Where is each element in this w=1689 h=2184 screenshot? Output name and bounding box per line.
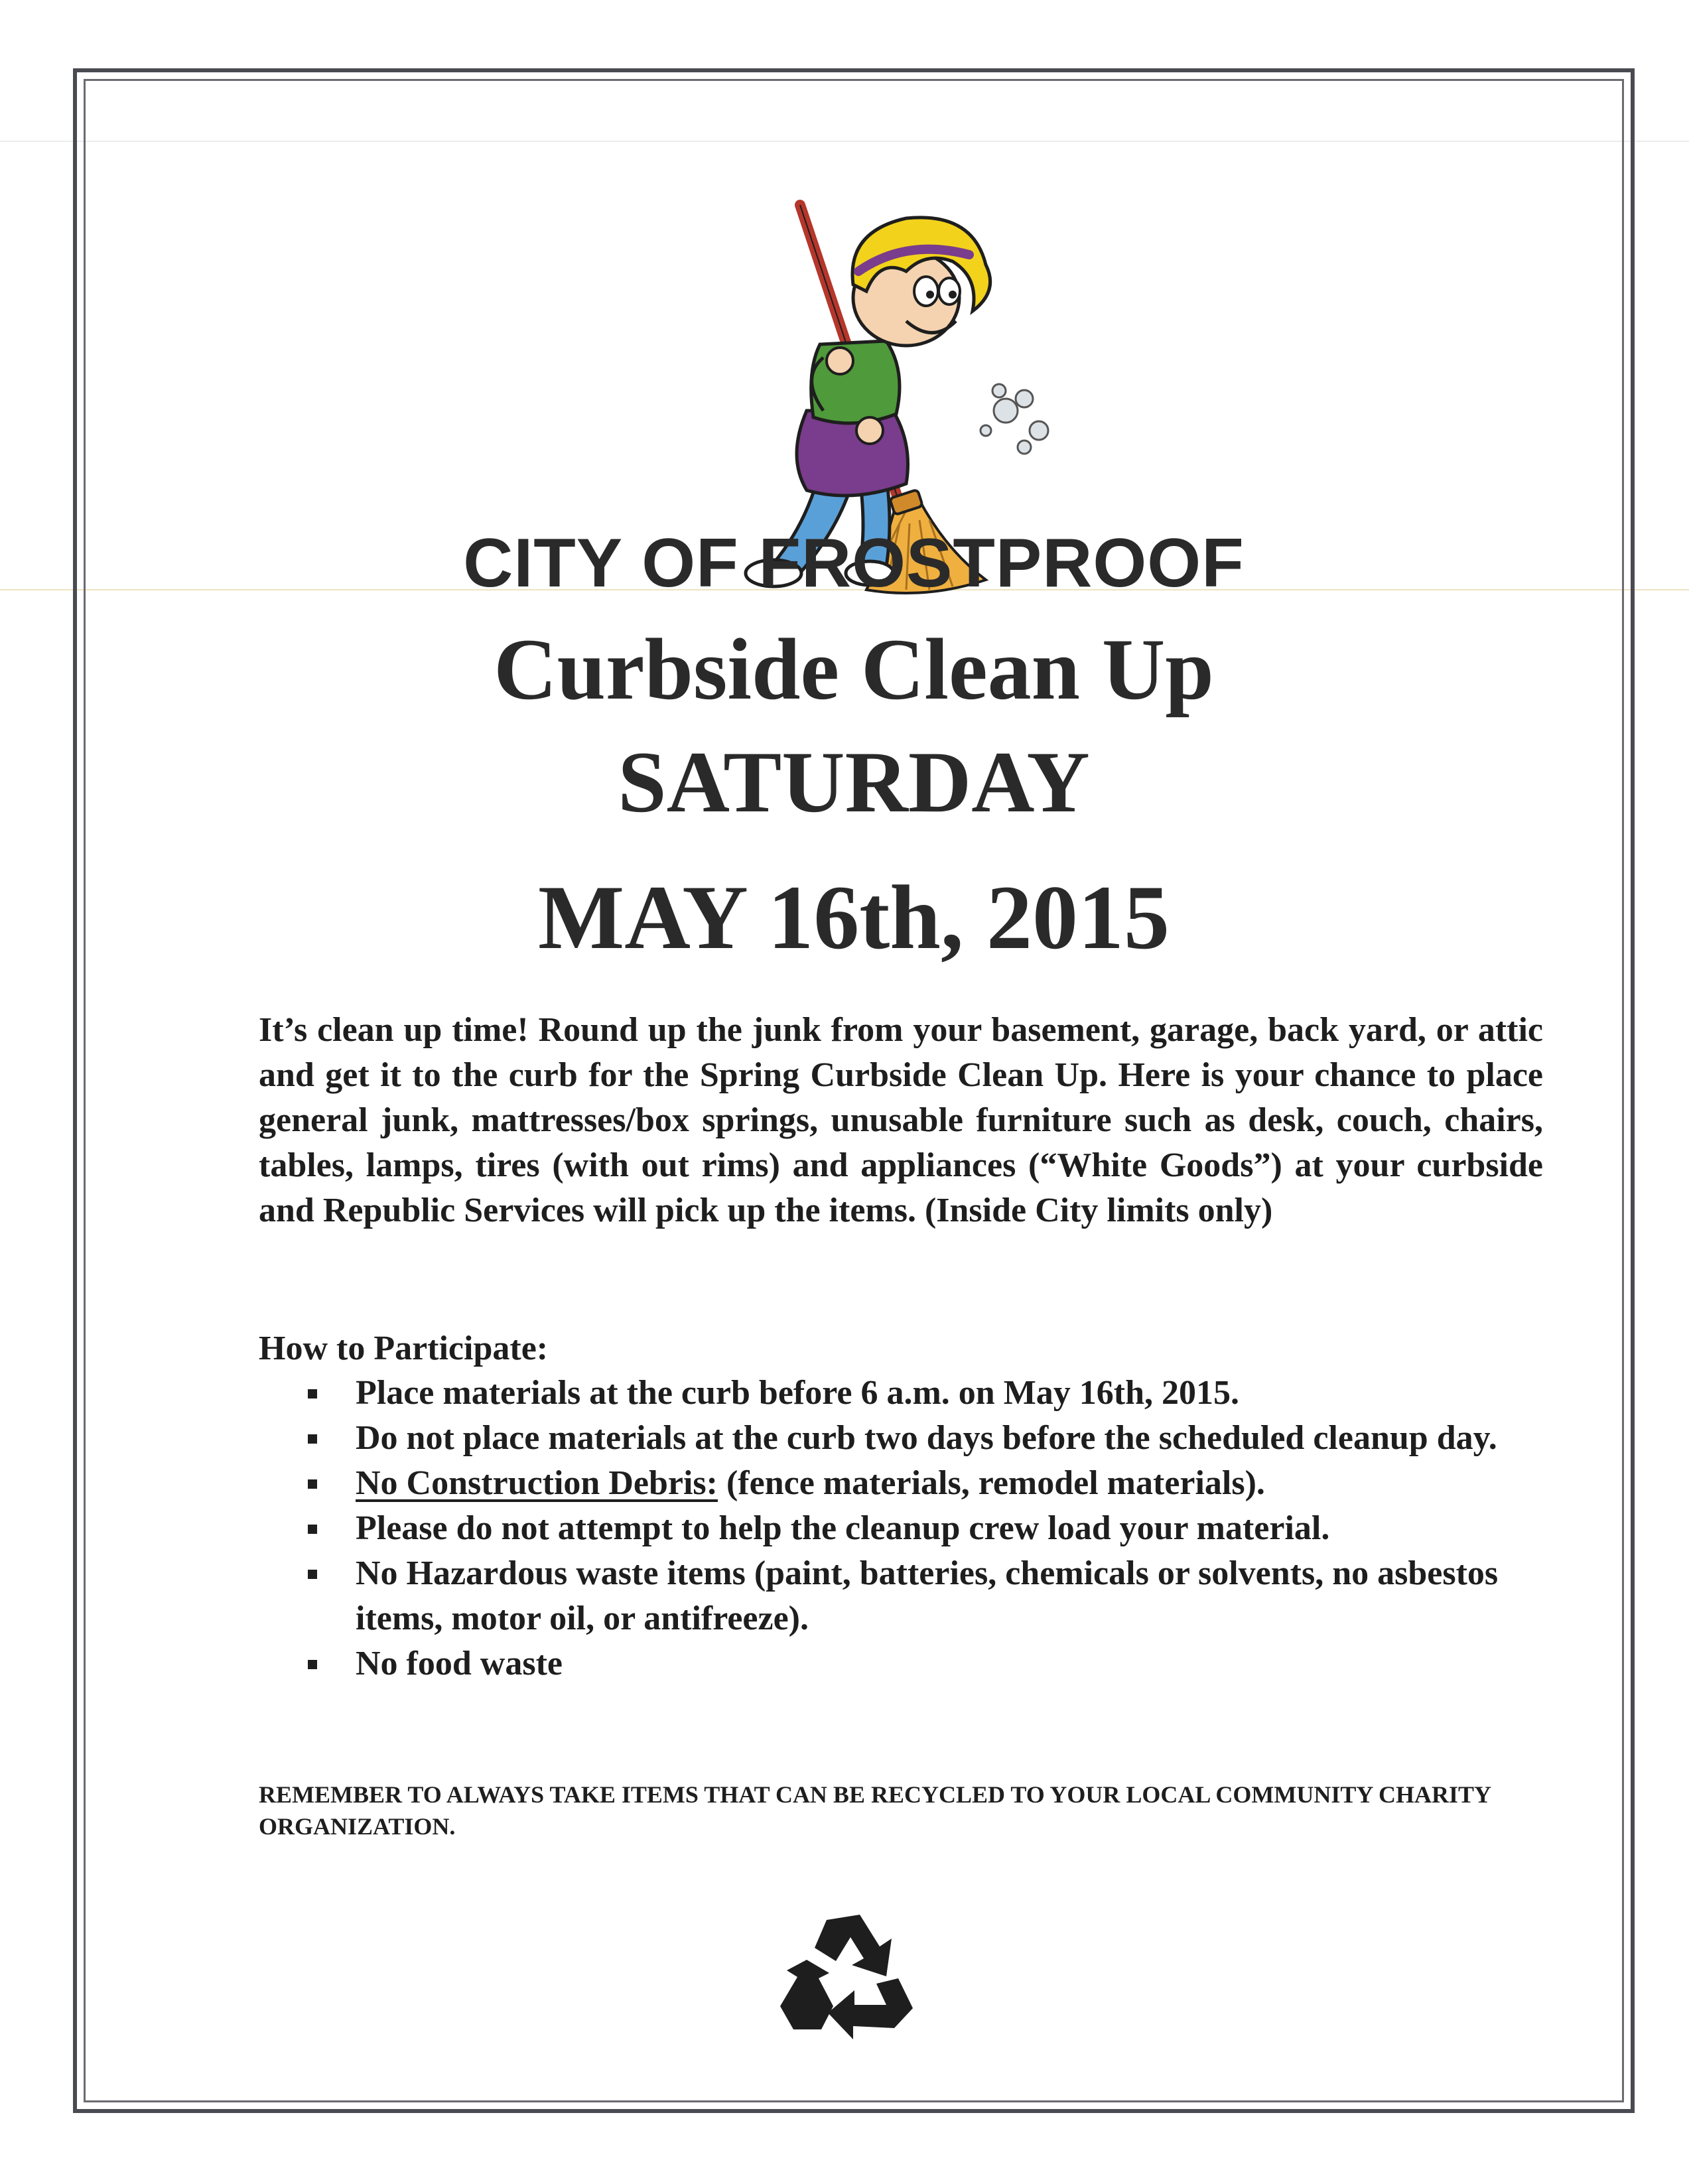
participation-rules [306, 1371, 1554, 1686]
list-item [306, 1551, 1554, 1641]
bullet-icon [308, 1525, 317, 1534]
list-item [306, 1416, 1554, 1461]
bullet-icon [308, 1660, 317, 1669]
list-item [306, 1506, 1554, 1551]
list-item [306, 1371, 1554, 1416]
bullet-icon [308, 1389, 317, 1399]
event-date: MAY 16th, 2015 [538, 866, 1170, 968]
intro-paragraph: It’s clean up time! Round up the junk from your basement, garage, back yard, or attic and get it to the curb for the Spring Curbside Clean Up. Here is your chance to place general junk, mattresses/box springs, unusable furniture such as desk, couch, chairs, tables, lamps, tires (with out rims) and appliances (“White Goods”) at your curbside and Republic Services will pick up the items. (Inside City limits only) [259, 1011, 1543, 1229]
list-item-text: No Hazardous waste items (paint, batteries, chemicals or solvents, no asbestos items, motor oil, or antifreeze). [356, 1554, 1499, 1637]
list-item-text: Place materials at the curb before 6 a.m. on May 16th, 2015. [356, 1374, 1240, 1412]
list-item-label: No Construction Debris: [356, 1464, 718, 1502]
bullet-icon [308, 1479, 317, 1489]
list-item-text: Please do not attempt to help the cleanup crew load your material. [356, 1509, 1330, 1547]
event-title: Curbside Clean Up [494, 620, 1214, 718]
list-item [306, 1641, 1554, 1686]
event-day: SATURDAY [618, 733, 1090, 831]
bullet-icon [308, 1570, 317, 1579]
recycle-reminder: REMEMBER TO ALWAYS TAKE ITEMS THAT CAN BE RECYCLED TO YOUR LOCAL COMMUNITY CHARITY ORGANIZATION. [259, 1781, 1491, 1840]
participate-heading: How to Participate: [259, 1330, 549, 1367]
list-item-text: Do not place materials at the curb two days before the scheduled cleanup day. [356, 1419, 1497, 1457]
city-heading: CITY OF FROSTPROOF [463, 525, 1245, 602]
list-item-text: (fence materials, remodel materials). [717, 1464, 1265, 1502]
bullet-icon [308, 1434, 317, 1444]
list-item-text: No food waste [356, 1645, 563, 1682]
list-item [306, 1461, 1554, 1506]
flyer [84, 79, 1624, 2102]
recycle-icon [780, 1907, 919, 2043]
